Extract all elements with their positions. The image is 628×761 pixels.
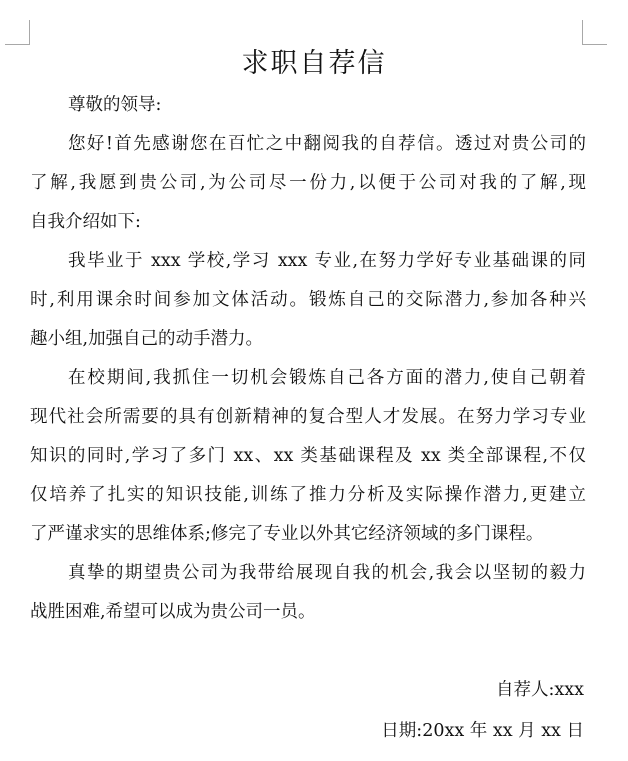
paragraph-school-period (30, 359, 586, 554)
text-line: 自我介绍如下: (30, 212, 141, 232)
text-line: 趣小组,加强自己的动手潜力。 (30, 329, 264, 349)
text-line: 在校期间,我抓住一切机会锻炼自己各方面的潜力,使自己朝着 (68, 368, 586, 388)
signature: 自荐人:xxx (495, 680, 584, 700)
text-line: 知识的同时,学习了多门 xx、xx 类基础课程及 xx 类全部课程,不仅 (30, 446, 586, 466)
text-line: 现代社会所需要的具有创新精神的复合型人才发展。在努力学习专业 (30, 407, 586, 427)
text-line: 了解,我愿到贵公司,为公司尽一份力,以便于公司对我的了解,现 (30, 173, 586, 193)
text-line: 了严谨求实的思维体系;修完了专业以外其它经济领域的多门课程。 (30, 524, 544, 544)
paragraph-closing (30, 554, 586, 632)
paragraph-intro (30, 125, 586, 242)
date-line: 日期:20xx 年 xx 月 xx 日 (381, 721, 584, 741)
document-title: 求职自荐信 (241, 48, 387, 79)
text-line: 时,利用课余时间参加文体活动。锻炼自己的交际潜力,参加各种兴 (30, 290, 586, 310)
salutation: 尊敬的领导: (68, 95, 162, 115)
page-corner-mark-left (5, 20, 30, 45)
text-line: 战胜困难,希望可以成为贵公司一员。 (30, 602, 316, 622)
letter-body (30, 86, 586, 632)
text-line: 仅培养了扎实的知识技能,训练了推力分析及实际操作潜力,更建立 (30, 485, 586, 505)
page-corner-mark-right (582, 20, 607, 45)
text-line: 我毕业于 xxx 学校,学习 xxx 专业,在努力学好专业基础课的同 (68, 251, 586, 271)
text-line: 真挚的期望贵公司为我带给展现自我的机会,我会以坚韧的毅力 (68, 563, 586, 583)
paragraph-education (30, 242, 586, 359)
text-line: 您好!首先感谢您在百忙之中翻阅我的自荐信。透过对贵公司的 (68, 134, 586, 154)
